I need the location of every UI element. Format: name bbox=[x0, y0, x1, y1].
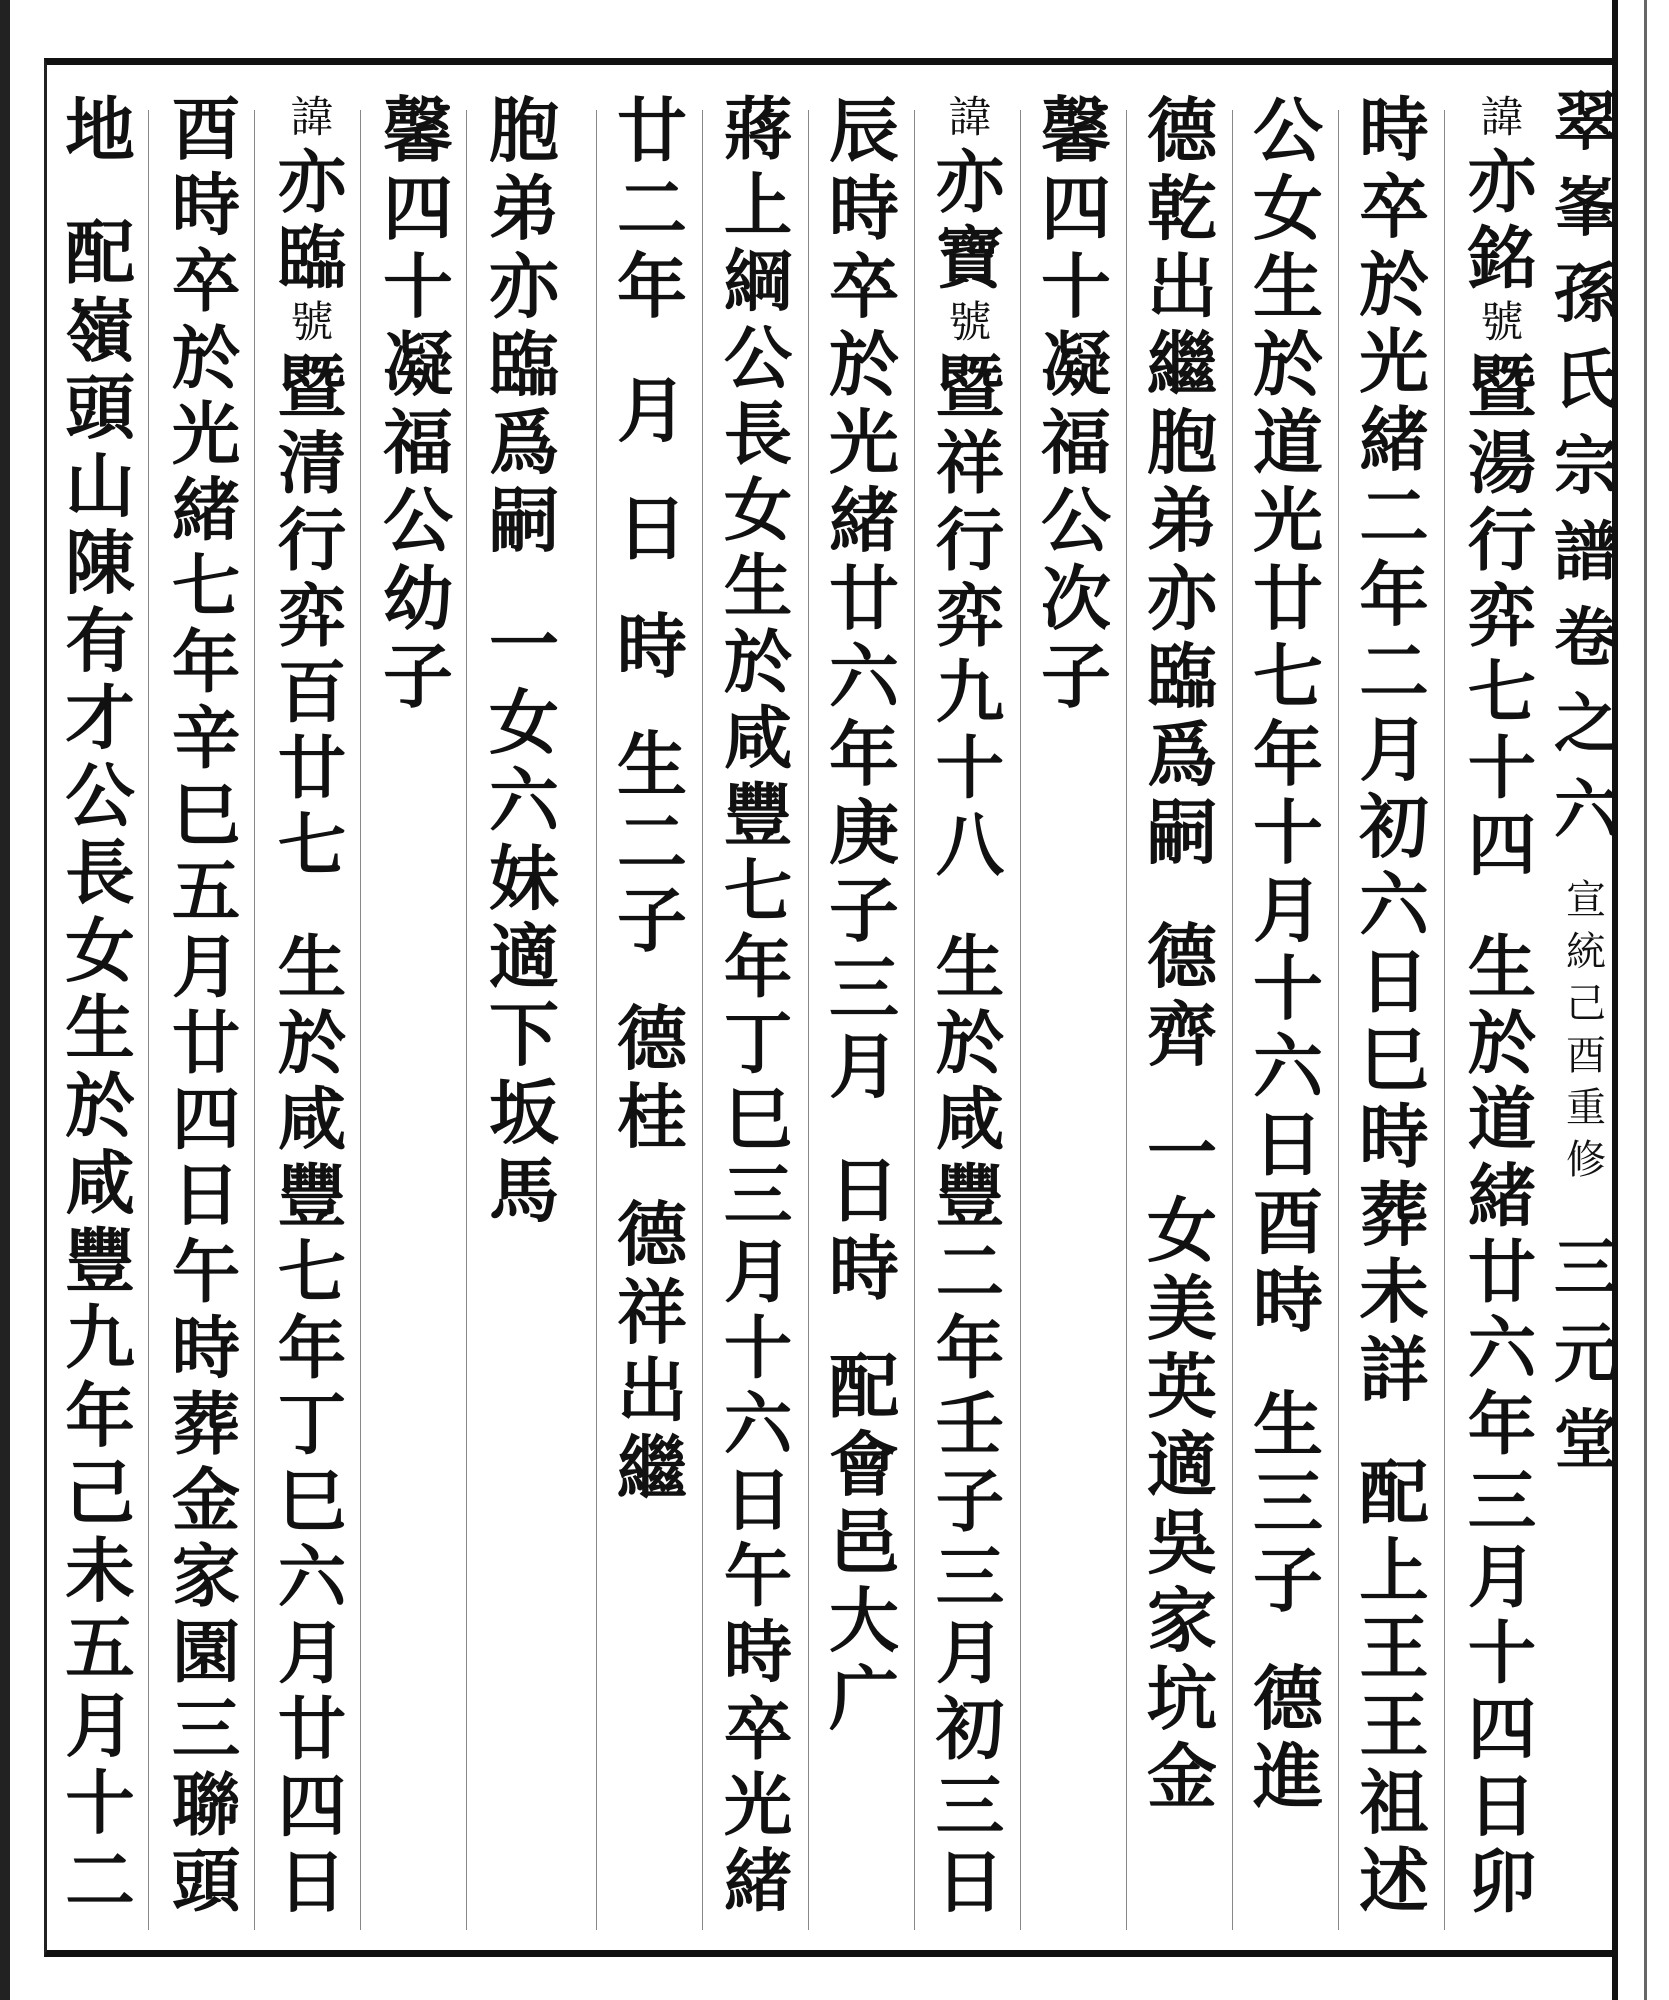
column-note: 號 bbox=[1480, 298, 1524, 349]
column-text: 馨 四 十 凝 福 公 幼 子 bbox=[383, 89, 453, 718]
book-title: 翠 峯 孫 氏 宗 譜 bbox=[1554, 85, 1618, 590]
column-tail: 生 三 子 德 進 bbox=[1253, 1383, 1323, 1818]
column-text: 地 bbox=[65, 90, 135, 171]
column-rule bbox=[360, 110, 361, 1930]
column-text: 酉 時 卒 於 光 緒 七 年 辛 巳 五 月 廿 四 日 午 時 葬 金 家 園 三 聯 頭 bbox=[171, 90, 241, 1922]
column-tail: 德 齊 一 女 美 英 適 吳 家 坑 金 bbox=[1147, 915, 1217, 1818]
column-tail: 生 於 道 緒 廿 六 年 三 月 十 四 日 卯 bbox=[1467, 927, 1537, 1923]
column-rule bbox=[1338, 110, 1339, 1930]
text-column-7 bbox=[816, 89, 912, 1740]
column-rest: 暨 祥 行 弈 九 十 八 bbox=[935, 348, 1005, 886]
column-rest: 暨 清 行 弈 百 廿 七 bbox=[277, 348, 347, 886]
text-column-12 bbox=[264, 92, 360, 1921]
text-column-1 bbox=[1454, 92, 1550, 1921]
column-rule bbox=[808, 110, 809, 1930]
column-rule bbox=[1232, 110, 1233, 1930]
text-column-8 bbox=[710, 92, 806, 1920]
column-text: 德 乾 出 繼 胞 弟 亦 臨 爲 嗣 bbox=[1147, 89, 1217, 874]
column-tail: 配 上 王 王 祖 述 bbox=[1359, 1453, 1429, 1922]
page-edge bbox=[0, 0, 10, 2000]
column-text: 馨 四 十 凝 福 公 次 子 bbox=[1041, 89, 1111, 718]
text-column-13 bbox=[158, 92, 254, 1920]
book-spine-edge bbox=[1644, 0, 1647, 2000]
column-text: 辰 時 卒 於 光 緒 廿 六 年 庚 子 三 月 bbox=[829, 89, 899, 1108]
text-column-10 bbox=[476, 89, 572, 1232]
column-tail: 生 於 咸 豐 二 年 壬 子 三 月 初 三 日 bbox=[935, 927, 1005, 1923]
text-column-14 bbox=[52, 92, 148, 1920]
column-note: 號 bbox=[290, 298, 334, 349]
column-rule bbox=[148, 110, 149, 1930]
column-rule bbox=[254, 110, 255, 1930]
column-rest: 暨 湯 行 弈 七 十 四 bbox=[1467, 348, 1537, 886]
text-column-5 bbox=[1028, 89, 1124, 718]
column-rule bbox=[596, 110, 597, 1930]
column-text: 亦 臨 bbox=[277, 142, 347, 300]
volume-label: 卷 之 六 bbox=[1554, 601, 1618, 848]
edition-note: 宣 統 己 酉 重 修 bbox=[1566, 877, 1606, 1183]
column-tail: 日 時 配 會 邑 大 广 bbox=[829, 1149, 899, 1740]
text-column-2 bbox=[1346, 92, 1442, 1920]
page-header bbox=[1556, 80, 1616, 1484]
column-text: 胞 弟 亦 臨 爲 嗣 bbox=[489, 89, 559, 562]
column-label: 諱 bbox=[948, 93, 992, 143]
column-label: 諱 bbox=[290, 93, 334, 143]
column-rule bbox=[1126, 110, 1127, 1930]
column-note: 號 bbox=[948, 298, 992, 349]
text-column-11 bbox=[370, 89, 466, 718]
column-tail: 配 嶺 頭 山 陳 有 才 公 長 女 生 於 咸 豐 九 年 己 未 五 月 十 二 bbox=[65, 213, 135, 1922]
column-tail: 一 女 六 妹 適 下 坂 馬 bbox=[489, 603, 559, 1232]
column-text: 亦 寶 bbox=[935, 142, 1005, 300]
column-text: 蔣 上 綱 公 長 女 生 於 咸 豐 七 年 丁 巳 三 月 十 六 日 午 時 卒 光 緒 bbox=[723, 90, 793, 1922]
column-tail: 月 日 時 生 二 子 德 桂 德 祥 出 繼 bbox=[617, 369, 687, 1510]
column-text: 公 女 生 於 道 光 廿 七 年 十 月 十 六 日 酉 時 bbox=[1253, 89, 1323, 1342]
column-text: 時 卒 於 光 緒 二 年 二 月 初 六 日 巳 時 葬 未 詳 bbox=[1359, 90, 1429, 1411]
column-rule bbox=[1020, 110, 1021, 1930]
hall-name: 三 元 堂 bbox=[1554, 1231, 1618, 1478]
column-text: 廿 二 年 bbox=[617, 89, 687, 328]
column-rule bbox=[1444, 110, 1445, 1930]
column-text: 亦 銘 bbox=[1467, 142, 1537, 300]
text-column-6 bbox=[922, 92, 1018, 1921]
text-column-4 bbox=[1134, 89, 1230, 1818]
column-label: 諱 bbox=[1480, 93, 1524, 143]
text-column-9 bbox=[604, 89, 700, 1510]
column-rule bbox=[466, 110, 467, 1930]
column-rule bbox=[702, 110, 703, 1930]
column-rule bbox=[914, 110, 915, 1930]
column-tail: 生 於 咸 豐 七 年 丁 巳 六 月 廿 四 日 bbox=[277, 927, 347, 1923]
text-column-3 bbox=[1240, 89, 1336, 1818]
